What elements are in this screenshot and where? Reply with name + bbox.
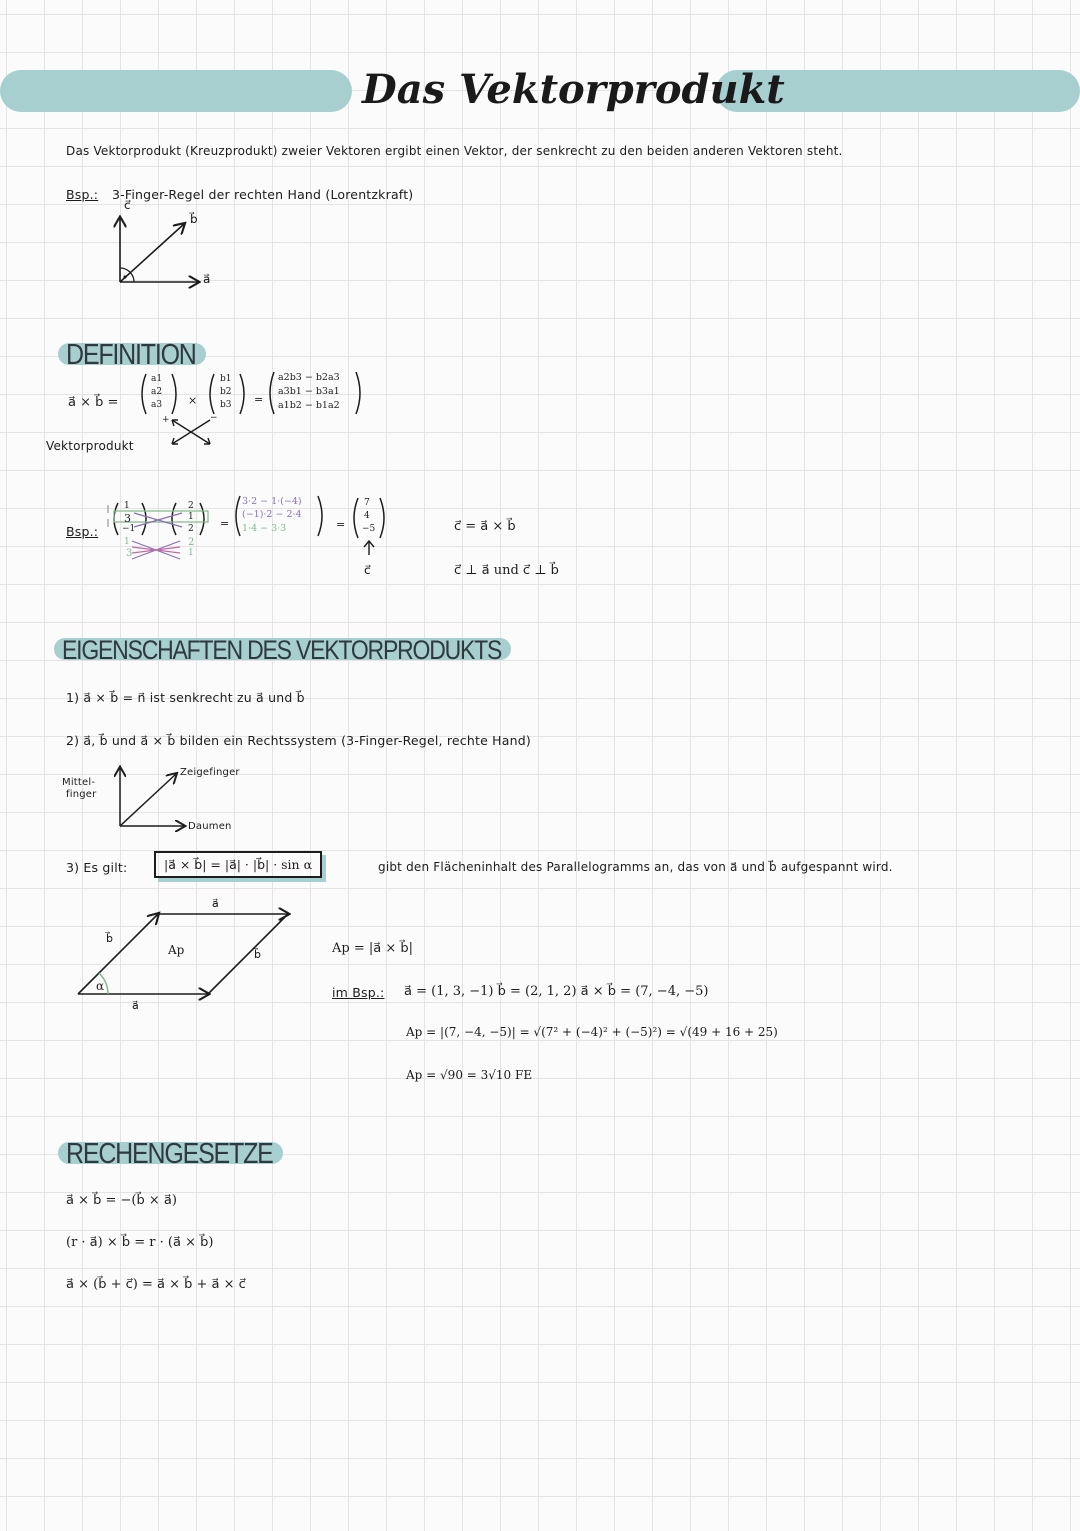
- up-arrow-icon: [362, 540, 376, 556]
- finger-thumb: Daumen: [188, 821, 232, 832]
- three-finger-diagram: [100, 200, 230, 295]
- finger-middle: Mittel-: [62, 777, 96, 788]
- example1-vec-c: c⃗: [124, 198, 131, 212]
- para-alpha: α: [96, 979, 105, 993]
- example1-vec-a: a⃗: [203, 272, 211, 286]
- page-title: Das Vektorprodukt: [362, 66, 785, 113]
- property-1: 1) a⃗ × b⃗ = n⃗ ist senkrecht zu a⃗ und b⃗: [66, 690, 305, 705]
- para-b-left: b⃗: [106, 932, 113, 945]
- title-band-left: [0, 70, 352, 112]
- definition-heading-highlight: [58, 338, 206, 372]
- example2-label: Bsp.:: [66, 524, 99, 539]
- property-3-formula: |a⃗ × b⃗| = |a⃗| · |b⃗| · sin α: [154, 851, 322, 878]
- area-formula: Ap = |a⃗ × b⃗|: [332, 941, 414, 956]
- example1-text: 3-Finger-Regel der rechten Hand (Lorentzkraft): [112, 187, 414, 202]
- definition-heading: DEFINITION: [66, 338, 196, 372]
- laws-heading-highlight: [58, 1137, 283, 1171]
- definition-lhs: a⃗ × b⃗ =: [68, 395, 119, 410]
- ex2-repeat-b2: 1: [188, 548, 194, 558]
- ex2-a1: 1: [124, 501, 130, 511]
- parallelogram-diagram: [72, 902, 302, 1006]
- ex2-b3: 2: [188, 524, 194, 534]
- property-2: 2) a⃗, b⃗ und a⃗ × b⃗ bilden ein Rechtssystem (3-Finger-Regel, rechte Hand): [66, 733, 531, 748]
- ex2-b1: 2: [188, 501, 194, 511]
- para-area: Ap: [168, 943, 185, 957]
- ex2-repeat-b1: 2: [188, 537, 195, 548]
- para-a-top: a⃗: [212, 897, 219, 910]
- ex2-eq1: c⃗ = a⃗ × b⃗: [454, 519, 516, 534]
- ex2-calc-row3: 1·4 − 3·3: [242, 523, 287, 534]
- ex2-equals2: =: [336, 518, 346, 531]
- ex2-calc-row2: (−1)·2 − 2·4: [242, 509, 302, 520]
- ex2-b2: 1: [188, 512, 194, 522]
- laws-heading: RECHENGESETZE: [66, 1137, 273, 1171]
- ex2-a2: 3: [124, 512, 131, 525]
- ex2-equals: =: [220, 517, 230, 530]
- law-2: (r · a⃗) × b⃗ = r · (a⃗ × b⃗): [66, 1235, 214, 1250]
- ex2-result-2: 4: [364, 511, 370, 521]
- finger-index: Zeigefinger: [180, 767, 240, 778]
- def-b3: b3: [220, 400, 232, 410]
- def-a1: a1: [151, 374, 163, 384]
- area-calc-2: Ap = √90 = 3√10 FE: [406, 1068, 533, 1082]
- example1-label: Bsp.:: [66, 187, 99, 202]
- def-minus: −: [210, 413, 218, 423]
- area-example-vectors: a⃗ = (1, 3, −1) b⃗ = (2, 1, 2) a⃗ × b⃗ = (7, −4, −5): [404, 984, 709, 999]
- law-3: a⃗ × (b⃗ + c⃗) = a⃗ × b⃗ + a⃗ × c⃗: [66, 1277, 246, 1292]
- ex2-c-label: c⃗: [364, 563, 371, 577]
- property-3-prefix: 3) Es gilt:: [66, 860, 128, 875]
- definition-caption: Vektorprodukt: [46, 439, 134, 453]
- properties-heading: EIGENSCHAFTEN DES VEKTORPRODUKTS: [62, 635, 502, 665]
- ex2-result-3: −5: [362, 524, 376, 534]
- para-b-right: b⃗: [254, 948, 261, 961]
- ex2-result-1: 7: [364, 498, 370, 508]
- finger-middle-2: finger: [66, 789, 97, 800]
- area-calc-1: Ap = |(7, −4, −5)| = √(7² + (−4)² + (−5)²) = √(49 + 16 + 25): [406, 1025, 778, 1039]
- ex2-calc-row1: 3·2 − 1·(−4): [242, 496, 302, 507]
- ex2-repeat-a1: 1: [124, 537, 130, 547]
- def-result-row3: a1b2 − b1a2: [278, 400, 340, 411]
- para-a-bottom: a⃗: [132, 999, 139, 1012]
- ex2-a3: −1: [122, 524, 136, 534]
- example1-vec-b: b⃗: [190, 212, 198, 226]
- ex2-repeat-a2: 3: [126, 548, 133, 559]
- intro-text: Das Vektorprodukt (Kreuzprodukt) zweier Vektoren ergibt einen Vektor, der senkrecht zu den beiden anderen Vektoren steht.: [66, 144, 843, 158]
- def-result-row1: a2b3 − b2a3: [278, 372, 340, 383]
- ex2-eq2: c⃗ ⊥ a⃗ und c⃗ ⊥ b⃗: [454, 563, 559, 578]
- def-b2: b2: [220, 387, 232, 397]
- properties-heading-highlight: [54, 635, 511, 665]
- def-plus: +: [162, 415, 170, 425]
- def-b1: b1: [220, 374, 232, 384]
- property-3-suffix: gibt den Flächeninhalt des Parallelogramms an, das von a⃗ und b⃗ aufgespannt wird.: [378, 860, 893, 874]
- def-times: ×: [188, 394, 198, 407]
- def-result-row2: a3b1 − b3a1: [278, 386, 340, 397]
- def-a3: a3: [151, 400, 163, 410]
- area-example-label: im Bsp.:: [332, 985, 385, 1000]
- law-1: a⃗ × b⃗ = −(b⃗ × a⃗): [66, 1193, 177, 1208]
- def-equals: =: [254, 393, 264, 406]
- def-a2: a2: [151, 387, 163, 397]
